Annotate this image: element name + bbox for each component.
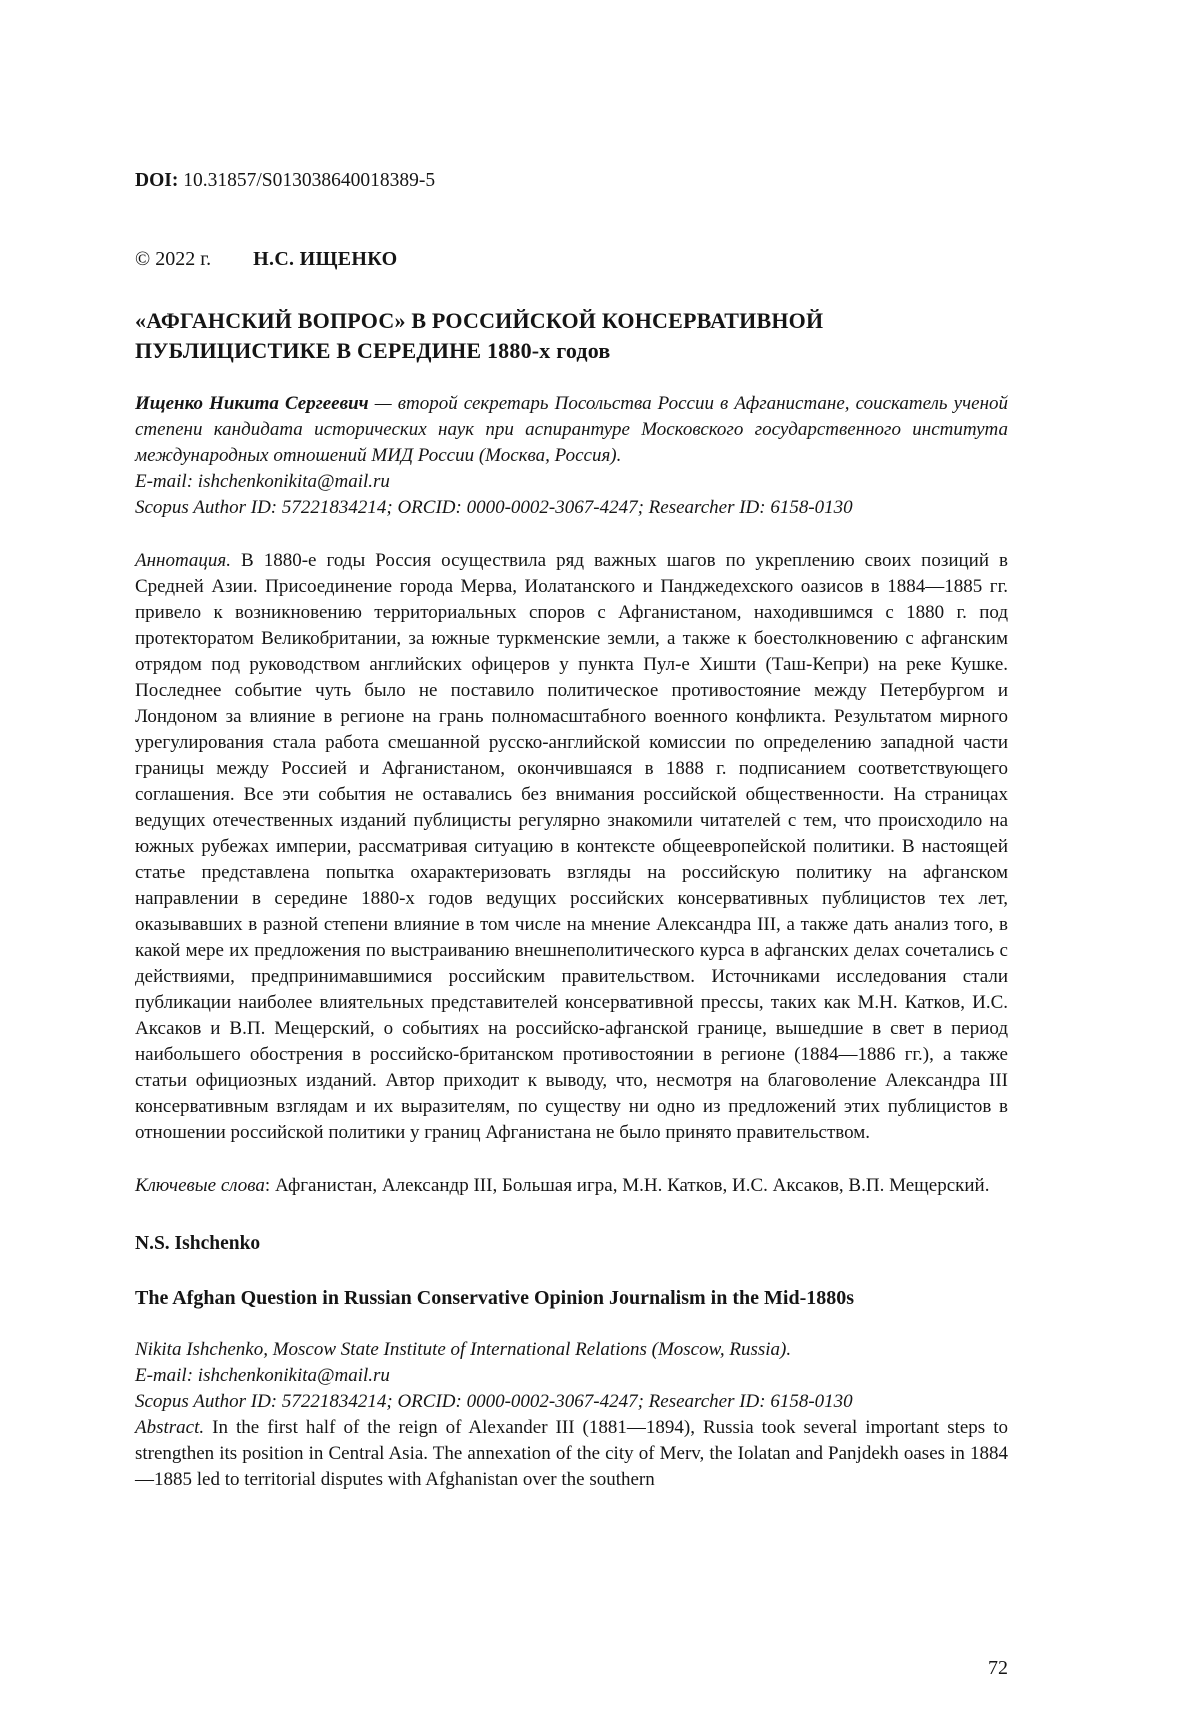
keywords-text: : Афганистан, Александр III, Большая игра, М.Н. Катков, И.С. Аксаков, В.П. Мещерский. bbox=[264, 1175, 990, 1196]
article-title-en: The Afghan Question in Russian Conservative Opinion Journalism in the Mid-1880s bbox=[135, 1287, 855, 1309]
byline bbox=[135, 246, 1008, 272]
copyright-text: © 2022 г. bbox=[135, 248, 212, 270]
doi-line bbox=[135, 168, 1008, 194]
keywords-ru bbox=[135, 1173, 1008, 1199]
abstract-ru bbox=[135, 548, 1008, 1146]
article-title-ru: «АФГАНСКИЙ ВОПРОС» В РОССИЙСКОЙ КОНСЕРВАТИВНОЙ ПУБЛИЦИСТИКЕ В СЕРЕДИНЕ 1880-х годов bbox=[135, 308, 824, 363]
affiliation-block-en bbox=[135, 1337, 1008, 1493]
abstract-en-text: In the first half of the reign of Alexander III (1881—1894), Russia took several important steps to strengthen its position in Central Asia. The annexation of the city of Merv, the Iolatan and Panjdekh oases in 1884—1885 led to territorial disputes with Afghanistan over the southern bbox=[135, 1417, 1008, 1490]
author-name-en: N.S. Ishchenko bbox=[135, 1233, 261, 1254]
abstract-ru-text: В 1880-е годы Россия осуществила ряд важных шагов по укреплению своих позиций в Средней Азии. Присоединение города Мерва, Иолатанского и Панджедехского оазисов в 1884—1885 гг. привело к возникновению территориальных споров с Афганистаном, находившимся с 1880 г. под протекторатом Великобритании, за южные туркменские земли, а также к боестолкновению с афганским отрядом под руководством английских офицеров у пункта Пул-е Хишти (Таш-Кепри) на реке Кушке. Последнее событие чуть было не поставило политическое противостояние между Петербургом и Лондоном за влияние в регионе на грань полномасштабного военного конфликта. Результатом мирного урегулирования стала работа смешанной русско-английской комиссии по определению западной части границы между Россией и Афганистаном, окончившаяся в 1888 г. подписанием соответствующего соглашения. Все эти события не оставались без внимания российской общественности. На страницах ведущих отечественных изданий публицисты регулярно знакомили читателей с тем, что происходило на южных рубежах империи, рассматривая ситуацию в контексте общеевропейской политики. В настоящей статье представлена попытка охарактеризовать взгляды на российскую политику на афганском направлении в середине 1880-х годов ведущих российских консервативных публицистов тех лет, оказывавших в разной степени влияние в том числе на мнение Александра III, а также дать анализ того, в какой мере их предложения по выстраиванию внешнеполитического курса в афганских делах сочетались с действиями, предпринимавшимися российским правительством. Источниками исследования стали публикации наиболее влиятельных представителей консервативной прессы, таких как М.Н. Катков, И.С. Аксаков и В.П. Мещерский, о событиях на российско-афганской границе, вышедшие в свет в период наибольшего обострения в российско-британском противостоянии в регионе (1884—1886 гг.), а также статьи официозных изданий. Автор приходит к выводу, что, несмотря на благоволение Александра III консервативным взглядам и их выразителям, по существу ни одно из предложений этих публицистов в отношении российской политики у границ Афганистана не было принято правительством. bbox=[135, 550, 1008, 1143]
affiliation-author-name: Ищенко Никита Сергеевич bbox=[135, 393, 369, 414]
author-name-ru: Н.С. ИЩЕНКО bbox=[253, 248, 398, 270]
author-ids-line-ru: Scopus Author ID: 57221834214; ORCID: 0000-0002-3067-4247; Researcher ID: 6158-0130 bbox=[135, 497, 853, 518]
email-line-ru: E-mail: ishchenkonikita@mail.ru bbox=[135, 471, 390, 492]
affiliation-description: — второй секретарь Посольства России в Афганистане, соискатель ученой степени кандидата исторических наук при аспирантуре Московского государственного института международных отношений МИД России (Москва, Россия). bbox=[135, 393, 1008, 466]
doi-value: 10.31857/S013038640018389-5 bbox=[178, 170, 436, 191]
abstract-ru-label: Аннотация. bbox=[135, 550, 231, 571]
author-ids-line-en: Scopus Author ID: 57221834214; ORCID: 0000-0002-3067-4247; Researcher ID: 6158-0130 bbox=[135, 1391, 853, 1412]
email-line-en: E-mail: ishchenkonikita@mail.ru bbox=[135, 1365, 390, 1386]
affiliation-line-en: Nikita Ishchenko, Moscow State Institute of International Relations (Moscow, Russia). bbox=[135, 1339, 792, 1360]
affiliation-block-ru bbox=[135, 391, 1008, 521]
doi-label: DOI: bbox=[135, 170, 179, 191]
affiliation-paragraph-ru bbox=[135, 391, 1008, 469]
abstract-en-label: Abstract. bbox=[135, 1417, 205, 1438]
keywords-label: Ключевые слова bbox=[135, 1175, 265, 1196]
abstract-en bbox=[135, 1415, 1008, 1493]
page-number: 72 bbox=[988, 1657, 1008, 1679]
